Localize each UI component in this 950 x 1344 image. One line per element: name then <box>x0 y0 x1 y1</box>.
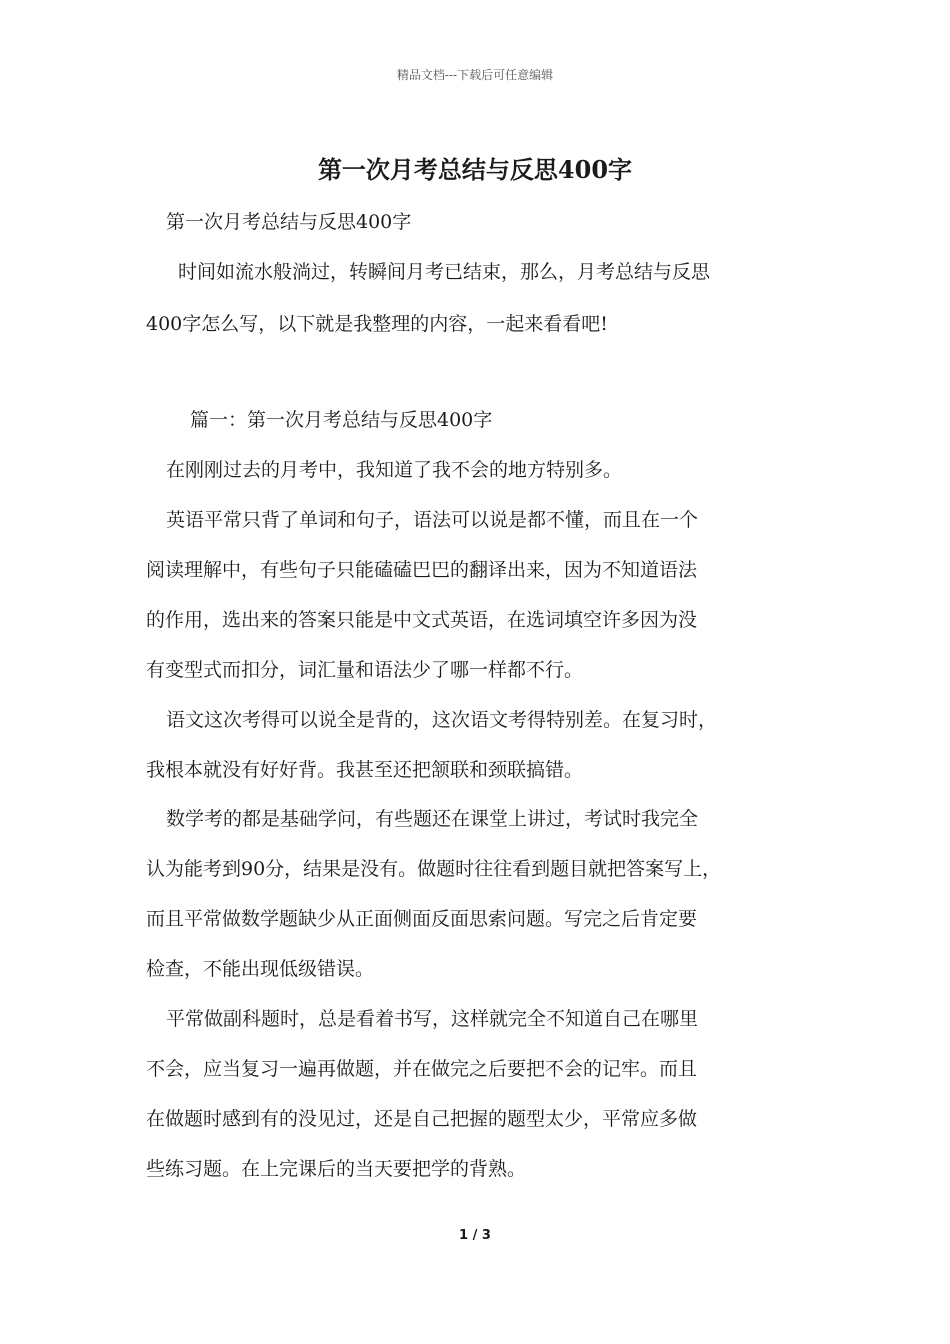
paragraph-line: 的作用，选出来的答案只能是中文式英语，在选词填空许多因为没 <box>146 609 698 631</box>
paragraph-line: 检查，不能出现低级错误。 <box>146 958 375 980</box>
section-heading: 篇一：第一次月考总结与反思400字 <box>190 409 493 431</box>
paragraph-line: 而且平常做数学题缺少从正面侧面反面思索问题。写完之后肯定要 <box>146 908 698 930</box>
paragraph-line: 在刚刚过去的月考中，我知道了我不会的地方特别多。 <box>166 459 623 481</box>
paragraph-line: 平常做副科题时，总是看着书写，这样就完全不知道自己在哪里 <box>166 1008 699 1030</box>
header-note: 精品文档---下载后可任意编辑 <box>396 68 554 82</box>
paragraph-line: 些练习题。在上完课后的当天要把学的背熟。 <box>146 1158 527 1180</box>
page-number: 1 / 3 <box>459 1228 491 1243</box>
paragraph-line: 英语平常只背了单词和句子，语法可以说是都不懂，而且在一个 <box>166 509 699 531</box>
subtitle-line: 第一次月考总结与反思400字 <box>166 211 412 233</box>
paragraph-line: 阅读理解中，有些句子只能磕磕巴巴的翻译出来，因为不知道语法 <box>146 559 698 581</box>
paragraph-line: 我根本就没有好好背。我甚至还把颔联和颈联搞错。 <box>146 759 584 781</box>
paragraph-line: 有变型式而扣分，词汇量和语法少了哪一样都不行。 <box>146 659 584 681</box>
paragraph-line: 不会，应当复习一遍再做题，并在做完之后要把不会的记牢。而且 <box>146 1058 698 1080</box>
paragraph-line: 认为能考到90分，结果是没有。做题时往往看到题目就把答案写上， <box>146 858 722 880</box>
paragraph-line: 语文这次考得可以说全是背的，这次语文考得特别差。在复习时， <box>166 709 718 731</box>
document-title: 第一次月考总结与反思400字 <box>317 155 633 184</box>
intro-line-1: 时间如流水般淌过，转瞬间月考已结束，那么，月考总结与反思 <box>178 261 711 283</box>
paragraph-line: 在做题时感到有的没见过，还是自己把握的题型太少，平常应多做 <box>146 1108 698 1130</box>
intro-line-2: 400字怎么写，以下就是我整理的内容，一起来看看吧! <box>146 313 608 335</box>
paragraph-line: 数学考的都是基础学问，有些题还在课堂上讲过，考试时我完全 <box>166 808 699 830</box>
